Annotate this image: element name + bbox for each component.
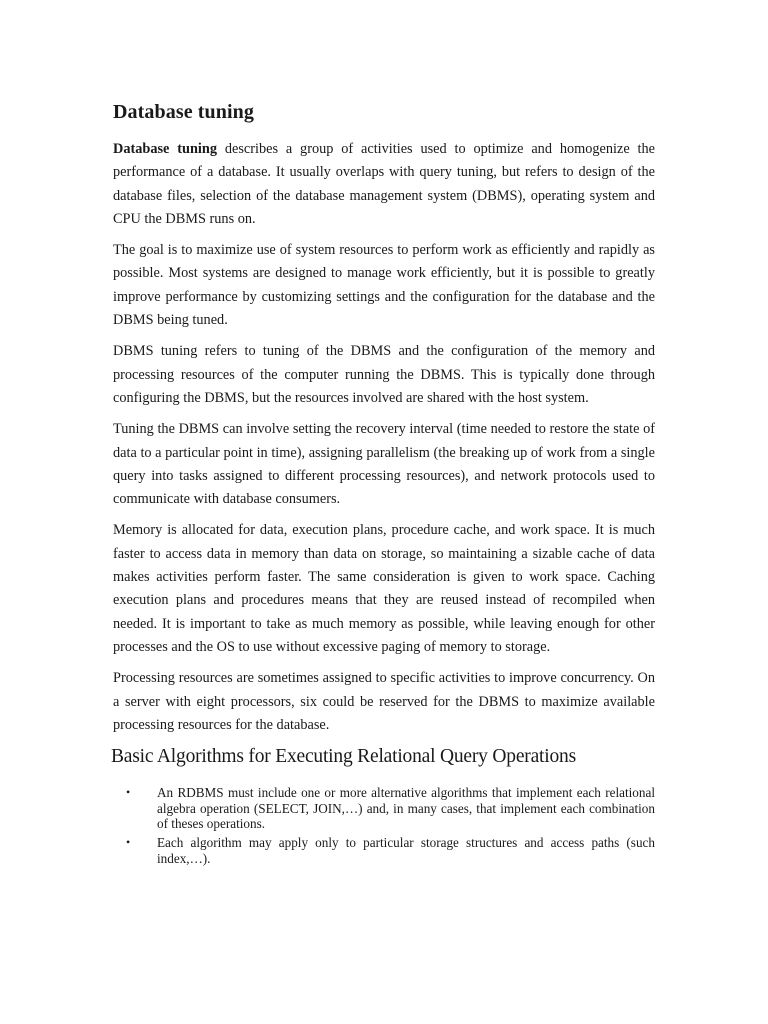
list-item	[113, 835, 655, 866]
intro-text: describes a group of activities used to optimize and homogenize the performance of a database. It usually overlaps with query tuning, but refers to design of the database files, selection of the database management system (DBMS), operating system and CPU the DBMS runs on.	[113, 141, 655, 227]
list-item	[113, 785, 655, 832]
paragraph-goal: The goal is to maximize use of system resources to perform work as efficiently and rapidly as possible. Most systems are designed to manage work efficiently, but it is possible to greatly improve performance by customizing settings and the configuration for the database and the DBMS being tuned.	[113, 242, 655, 329]
document-page	[113, 98, 655, 869]
paragraph-memory: Memory is allocated for data, execution plans, procedure cache, and work space. It is much faster to access data in memory than data on storage, so maintaining a sizable cache of data makes activities perform faster. The same consideration is given to work space. Caching execution plans and procedures means that they are reused instead of recompiled when needed. It is important to take as much memory as possible, while leaving enough for other processes and the OS to use without excessive paging of memory to storage.	[113, 522, 655, 655]
bullet-icon: •	[126, 834, 131, 849]
intro-term: Database tuning	[113, 141, 217, 157]
section-heading: Basic Algorithms for Executing Relational Query Operations	[111, 746, 576, 768]
list-item-text: An RDBMS must include one or more alternative algorithms that implement each relational algebra operation (SELECT, JOIN,…) and, in many cases, that implement each combination of theses operations.	[157, 785, 655, 832]
bullet-icon: •	[126, 785, 131, 800]
paragraph-tuning-involves: Tuning the DBMS can involve setting the recovery interval (time needed to restore the state of data to a particular point in time), assigning parallelism (the breaking up of work from a single query into tasks assigned to different processing resources), and network protocols used to communicate with database consumers.	[113, 421, 655, 508]
page-title: Database tuning	[113, 101, 254, 123]
paragraph-dbms-tuning: DBMS tuning refers to tuning of the DBMS and the configuration of the memory and processing resources of the computer running the DBMS. This is typically done through configuring the DBMS, but the resources involved are shared with the host system.	[113, 343, 655, 406]
intro-paragraph	[113, 138, 655, 231]
algorithm-bullet-list	[113, 785, 655, 866]
list-item-text: Each algorithm may apply only to particular storage structures and access paths (such index,…).	[157, 834, 655, 866]
paragraph-processing: Processing resources are sometimes assigned to specific activities to improve concurrency. On a server with eight processors, six could be reserved for the DBMS to maximize available processing resources for the database.	[113, 670, 655, 733]
